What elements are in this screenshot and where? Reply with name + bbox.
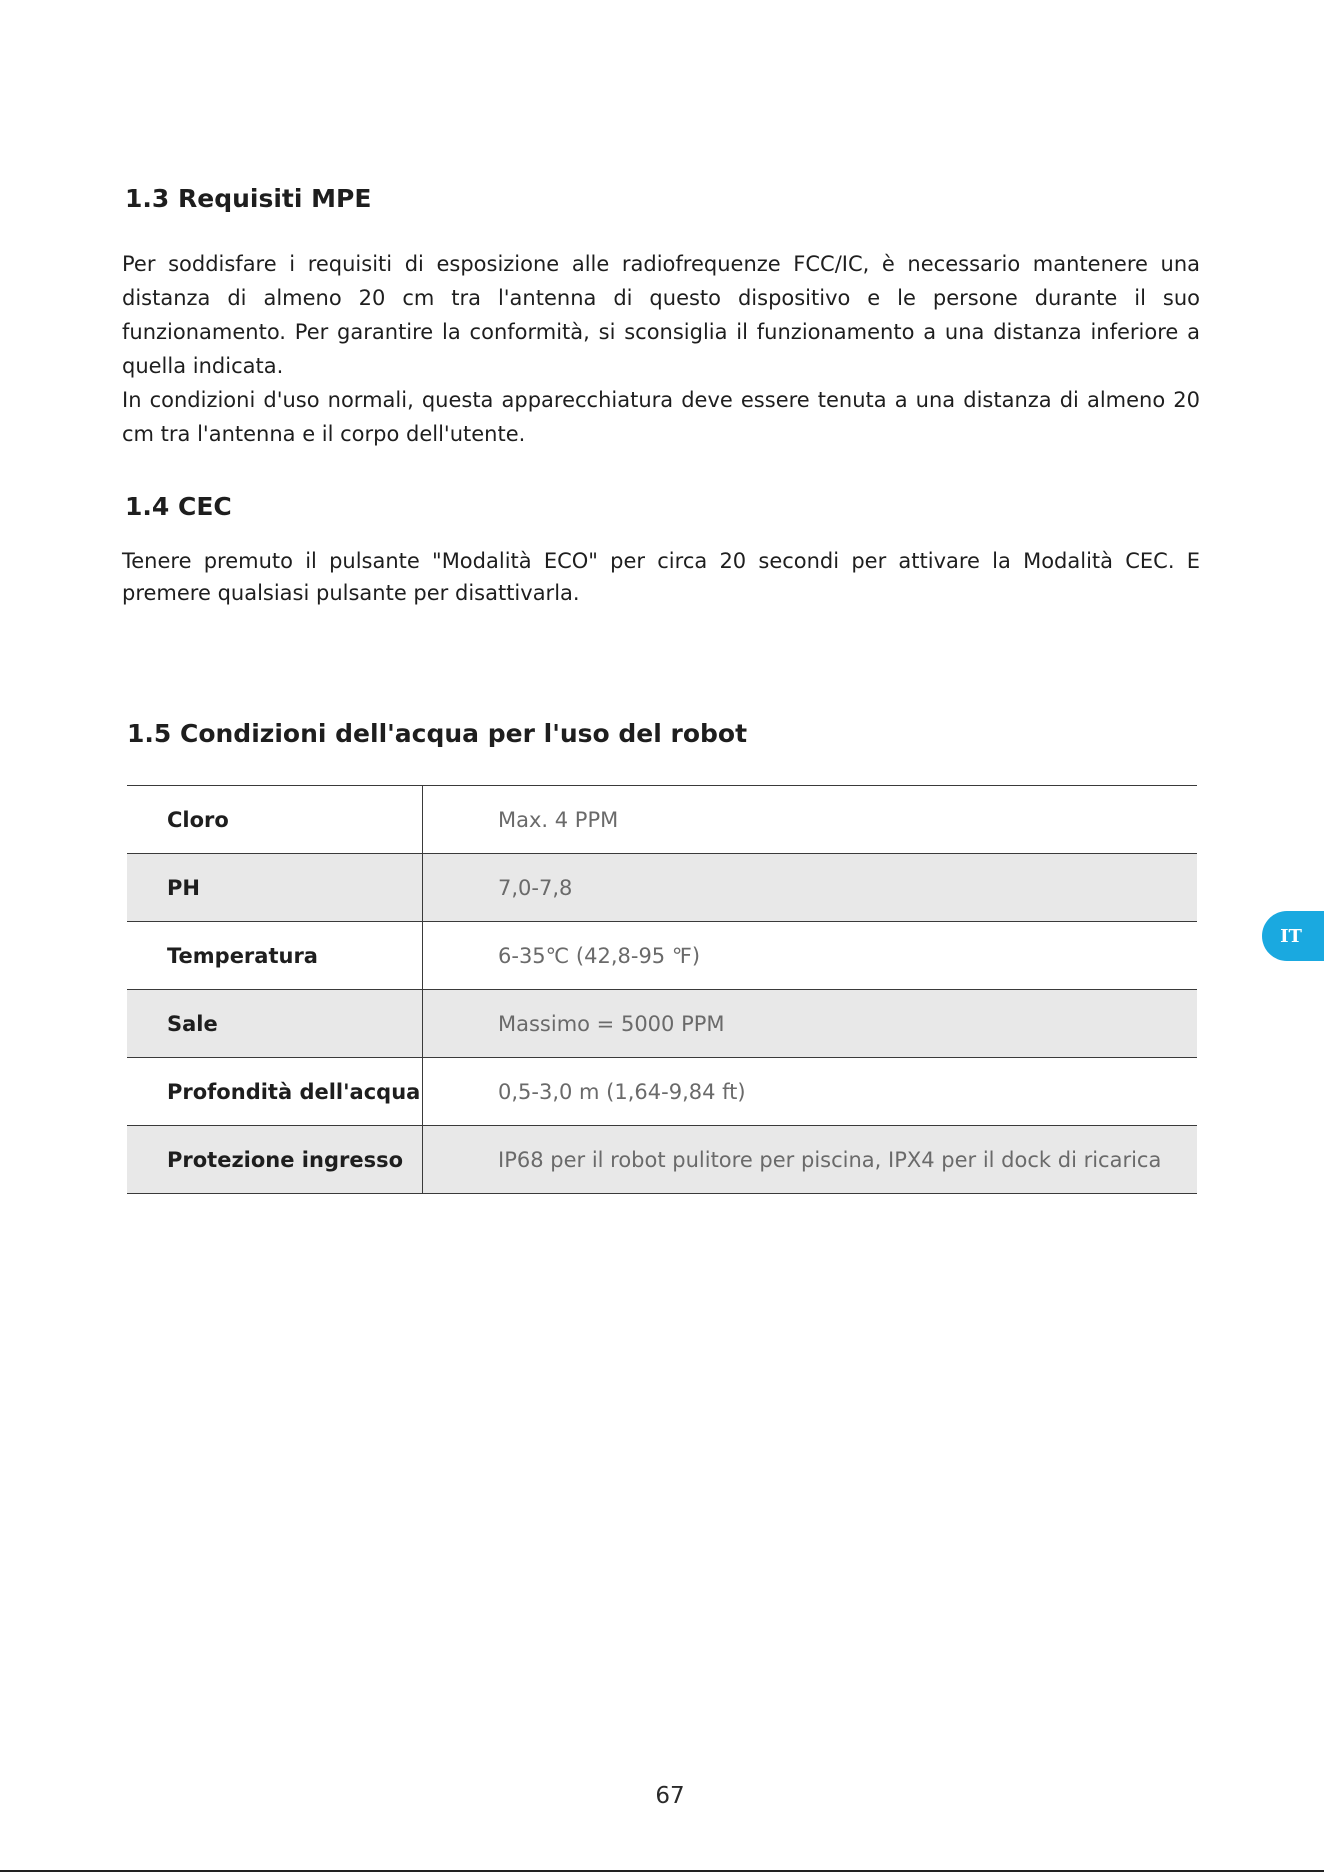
table-row bbox=[127, 1126, 1197, 1194]
cec-paragraph: Tenere premuto il pulsante "Modalità ECO" per circa 20 secondi per attivare la Modalità CEC. E premere qualsiasi pulsante per disattivarla. bbox=[122, 549, 1200, 605]
row-value-water-depth: 0,5-3,0 m (1,64-9,84 ft) bbox=[498, 1079, 746, 1104]
row-label-salt: Sale bbox=[127, 990, 423, 1058]
table-row bbox=[127, 854, 1197, 922]
page-number: 67 bbox=[655, 1783, 685, 1809]
language-tab-label: IT bbox=[1280, 925, 1302, 947]
row-label-temperature: Temperatura bbox=[127, 922, 423, 990]
section-heading-water-conditions: 1.5 Condizioni dell'acqua per l'uso del robot bbox=[127, 719, 748, 748]
mpe-paragraph-1: Per soddisfare i requisiti di esposizione alle radiofrequenze FCC/IC, è necessario mantenere una distanza di almeno 20 cm tra l'antenna di questo dispositivo e le persone durante il suo funzionamento. Per garantire la conformità, si sconsiglia il funzionamento a una distanza inferiore a quella indicata. bbox=[122, 252, 1200, 378]
row-label-chlorine: Cloro bbox=[127, 786, 423, 854]
row-value-ph: 7,0-7,8 bbox=[498, 875, 573, 900]
row-label-water-depth: Profondità dell'acqua bbox=[127, 1058, 423, 1126]
row-value-temperature: 6-35℃ (42,8-95 ℉) bbox=[498, 943, 701, 968]
row-value-ingress-protection: IP68 per il robot pulitore per piscina, IPX4 per il dock di ricarica bbox=[498, 1147, 1162, 1172]
row-value-salt: Massimo = 5000 PPM bbox=[498, 1011, 725, 1036]
water-conditions-table bbox=[127, 785, 1197, 1194]
section-heading-mpe: 1.3 Requisiti MPE bbox=[125, 184, 372, 213]
table-row bbox=[127, 1058, 1197, 1126]
table-row bbox=[127, 922, 1197, 990]
language-tab bbox=[1262, 911, 1324, 961]
mpe-paragraph-2: In condizioni d'uso normali, questa apparecchiatura deve essere tenuta a una distanza di almeno 20 cm tra l'antenna e il corpo dell'utente. bbox=[122, 388, 1200, 446]
row-label-ph: PH bbox=[127, 854, 423, 922]
row-label-ingress-protection: Protezione ingresso bbox=[127, 1126, 423, 1194]
table-row bbox=[127, 990, 1197, 1058]
row-value-chlorine: Max. 4 PPM bbox=[498, 807, 619, 832]
section-heading-cec: 1.4 CEC bbox=[125, 492, 232, 521]
mpe-body-text bbox=[122, 247, 1200, 451]
table-row bbox=[127, 786, 1197, 854]
cec-body-text bbox=[122, 545, 1200, 609]
